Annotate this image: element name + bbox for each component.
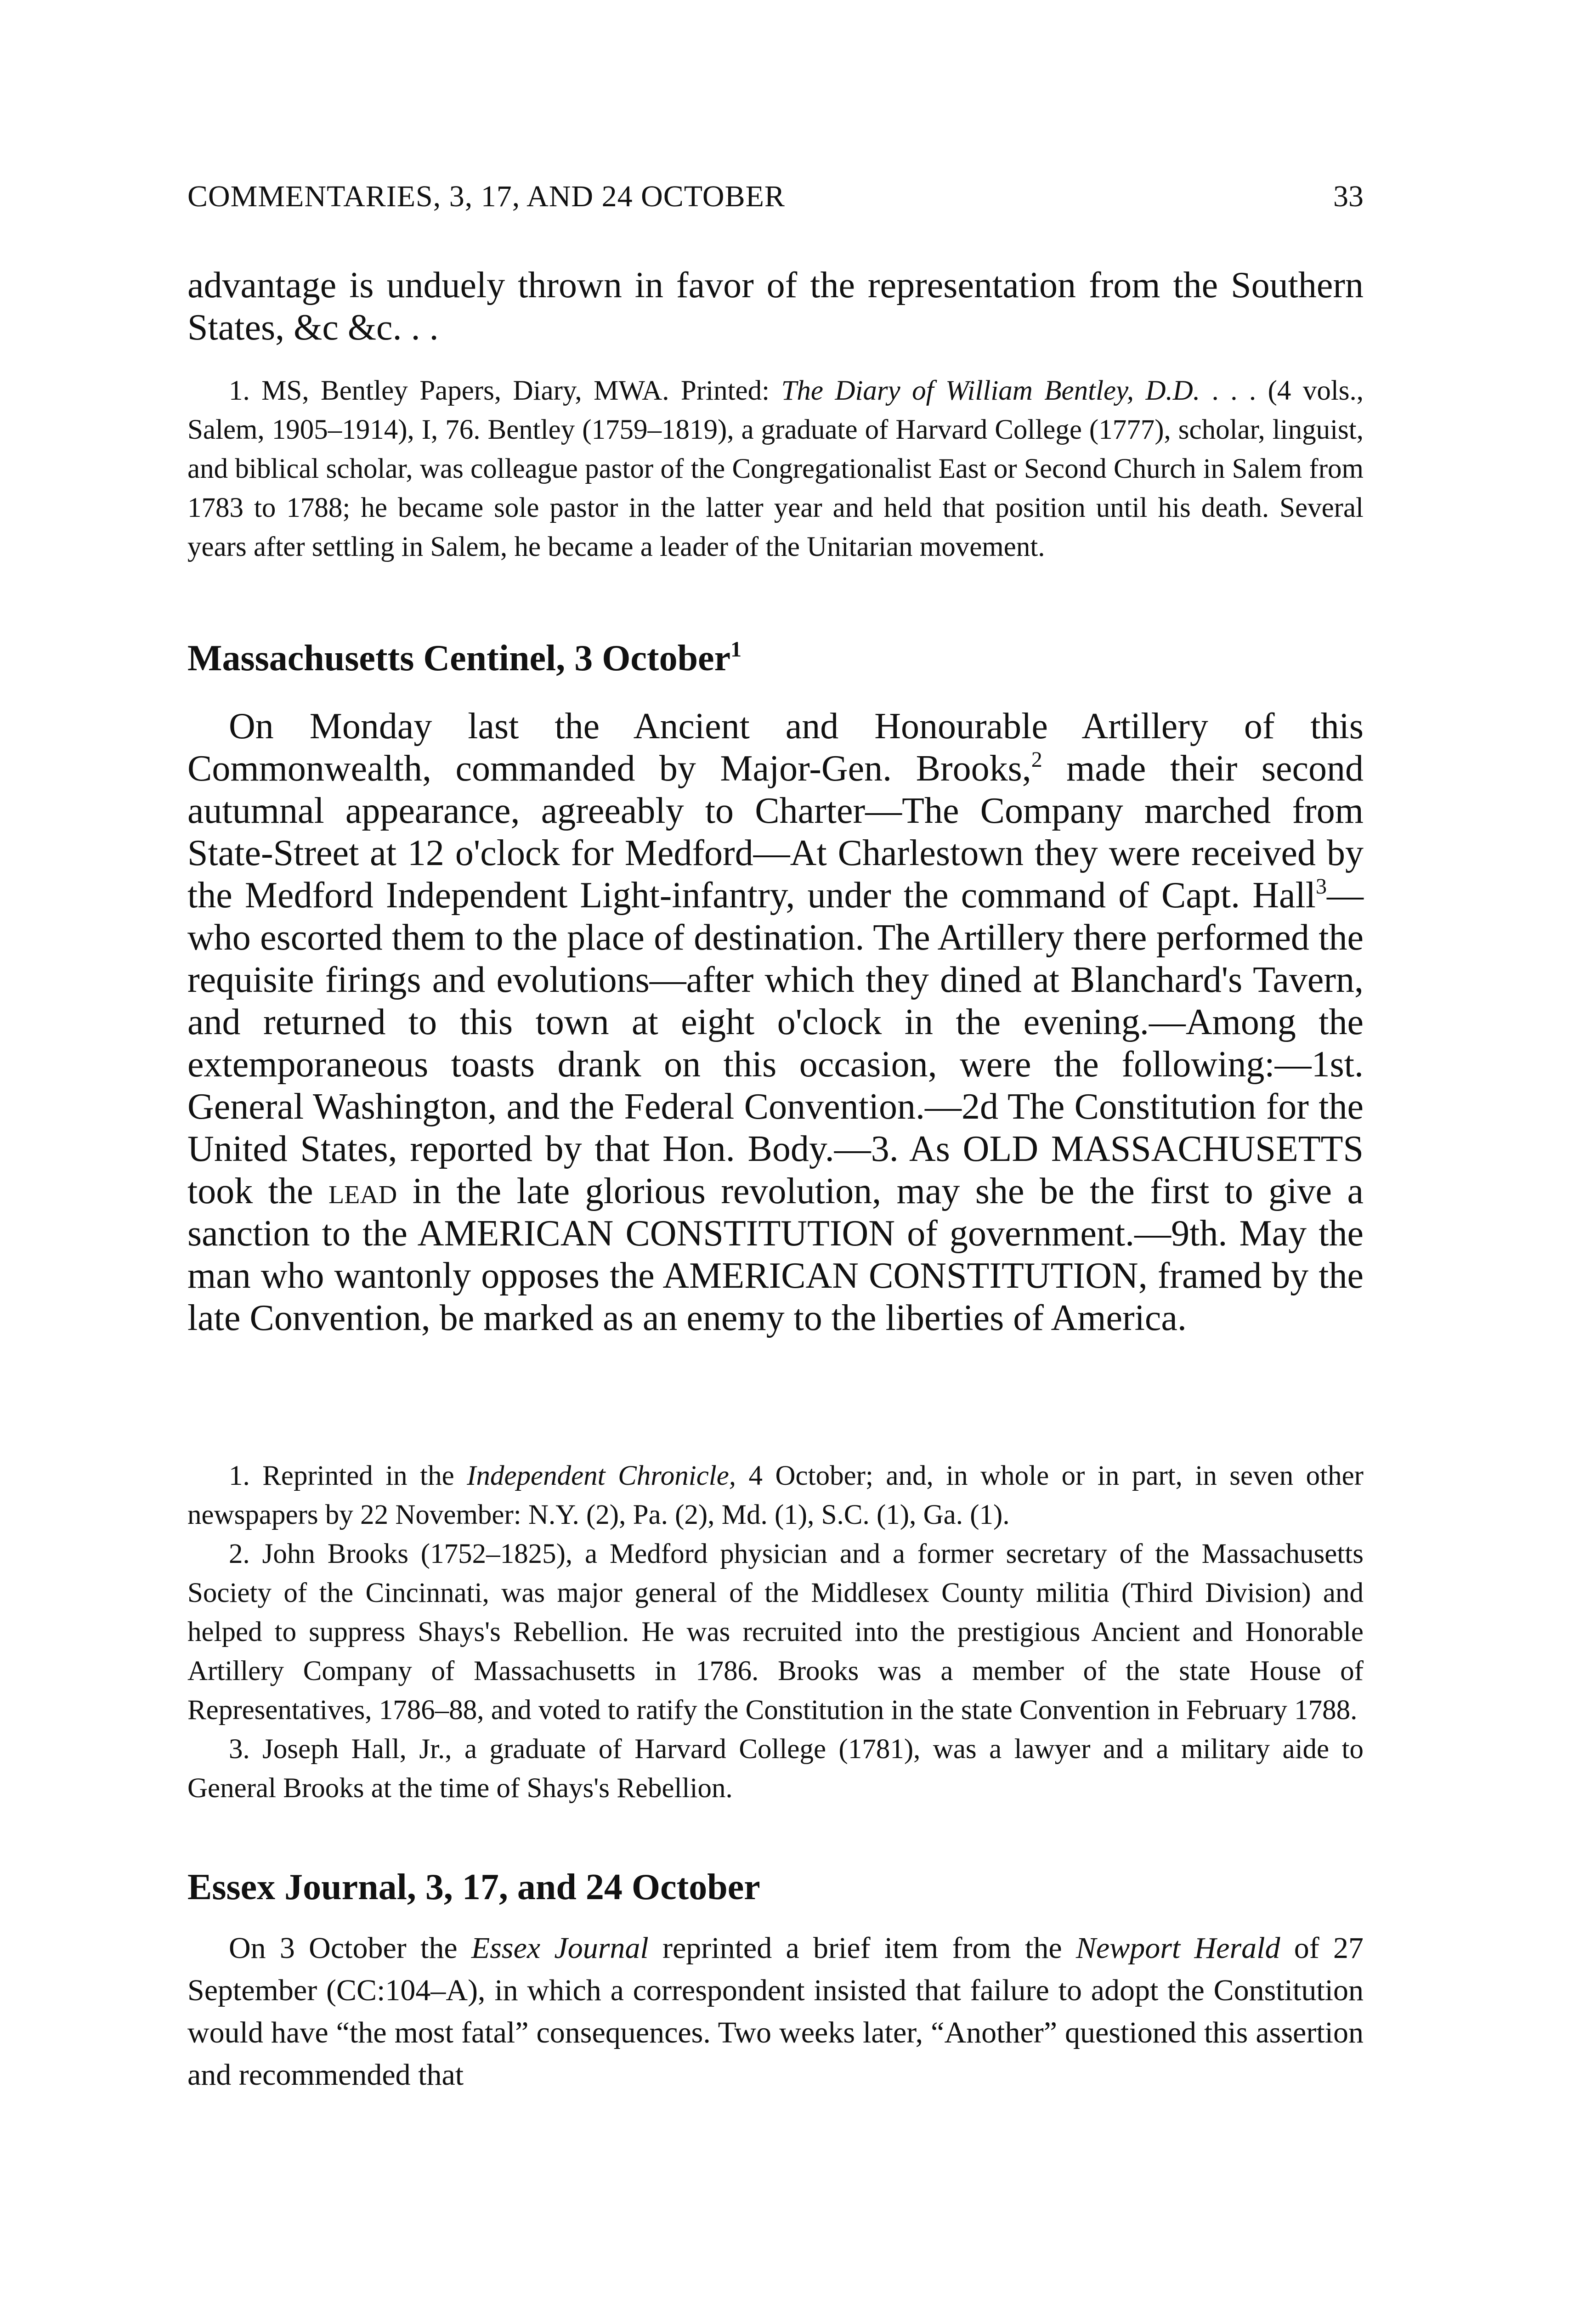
continuation-text: advantage is unduely thrown in favor of the representation from the Southern States, &c &c. . .: [187, 265, 1364, 348]
running-head: [187, 179, 1364, 225]
section-heading-centinel: Massachusetts Centinel, 3 October$^1$: [187, 637, 742, 679]
diary-title: The Diary of William Bentley, D.D.: [781, 375, 1200, 406]
newport-herald-title: Newport Herald: [1075, 1931, 1280, 1965]
centinel-article: [187, 705, 1364, 1339]
page-number: 33: [1333, 180, 1364, 213]
section-massachusetts-centinel: [187, 636, 1364, 680]
continuation-paragraph: [187, 264, 1364, 349]
centinel-paragraph: On Monday last the Ancient and Honourable Artillery of this Commonwealth, commanded by Major-Gen. Brooks,$^2$ made their second autumnal appearance, agreeably to Charter—The Company marched from State-Street at 12 o'clock for Medford—At Charlestown they were received by the Medford Independent Light-infantry, under the command of Capt. Hall$^3$—who escorted them to the place of destination. The Artillery there performed the requisite firings and evolutions—after which they dined at Blanchard's Tavern, and returned to this town at eight o'clock in the evening.—Among the extemporaneous toasts drank on this occasion, were the following:—1st. General Washington, and the Federal Convention.—2d The Constitution for the United States, reported by that Hon. Body.—3. As OLD MASSACHUSETTS took the lead in the late glorious revolution, may she be the first to give a sanction to the AMERICAN CONSTITUTION of government.—9th. May the man who wantonly opposes the AMERICAN CONSTITUTION, framed by the late Convention, be marked as an enemy to the liberties of America.: [187, 706, 1364, 1338]
footnote-3: 3. Joseph Hall, Jr., a graduate of Harvard College (1781), was a lawyer and a military aide to General Brooks at the time of Shays's Rebellion.: [187, 1734, 1364, 1804]
essex-intro: [187, 1927, 1364, 2096]
footnote-1: 1. Reprinted in the Independent Chronicle, 4 October; and, in whole or in part, in seven other newspapers by 22 November: N.Y. (2), Pa. (2), Md. (1), S.C. (1), Ga. (1).: [187, 1460, 1364, 1530]
essex-intro-paragraph: On 3 October the Essex Journal reprinted a brief item from the Newport Herald of 27 September (CC:104–A), in which a correspondent insisted that failure to adopt the Constitution would have “the most fatal” consequences. Two weeks later, “Another” questioned this assertion and recommended that: [187, 1931, 1364, 2092]
independent-chronicle-title: Independent Chronicle,: [467, 1460, 736, 1491]
essex-journal-title: Essex Journal: [471, 1931, 649, 1965]
lead-small-caps: lead: [328, 1171, 397, 1211]
centinel-footnotes: [187, 1456, 1364, 1808]
footnote-bentley: 1. MS, Bentley Papers, Diary, MWA. Printed: The Diary of William Bentley, D.D. . . . (4 vols., Salem, 1905–1914), I, 76. Bentley (1759–1819), a graduate of Harvard College (1777), scholar, linguist, and biblical scholar, was colleague pastor of the Congregationalist East or Second Church in Salem from 1783 to 1788; he became sole pastor in the latter year and held that position until his death. Several years after settling in Salem, he became a leader of the Unitarian movement.: [187, 375, 1364, 562]
footnote-2: 2. John Brooks (1752–1825), a Medford physician and a former secretary of the Massachusetts Society of the Cincinnati, was major general of the Middlesex County militia (Third Division) and helped to suppress Shays's Rebellion. He was recruited into the prestigious Ancient and Honorable Artillery Company of Massachusetts in 1786. Brooks was a member of the state House of Representatives, 1786–88, and voted to ratify the Constitution in the state Convention in February 1788.: [187, 1539, 1364, 1726]
section-essex-journal: [187, 1865, 1364, 1909]
section-heading-essex: Essex Journal, 3, 17, and 24 October: [187, 1867, 760, 1907]
previous-footnote: [187, 371, 1364, 566]
running-head-title: COMMENTARIES, 3, 17, AND 24 OCTOBER: [187, 180, 785, 213]
